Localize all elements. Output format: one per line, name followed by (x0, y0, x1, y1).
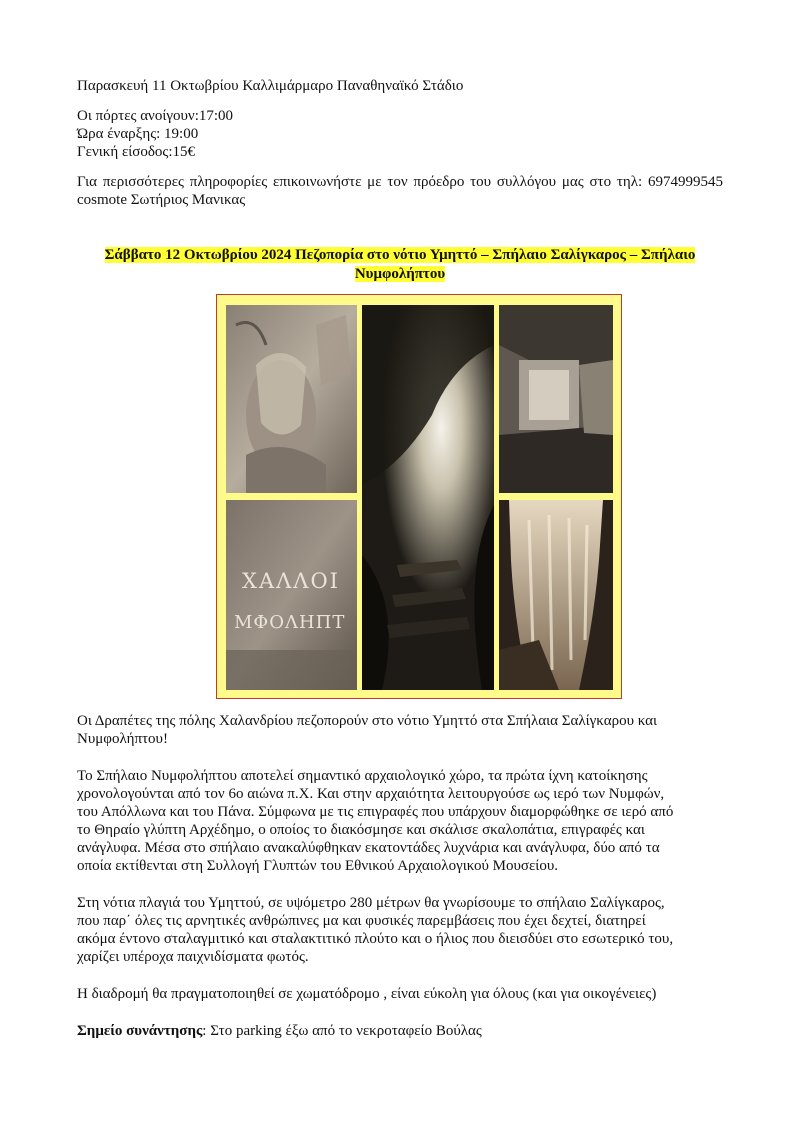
meeting-label: Σημείο συνάντησης (77, 1023, 203, 1039)
start-time: Ώρα έναρξης: 19:00 (77, 126, 199, 142)
paragraph-line: Στη νότια πλαγιά του Υμηττού, σε υψόμετρο 280 μέτρων θα γνωρίσουμε το σπήλαιο Σαλίγκαρος, (77, 895, 665, 911)
paragraph-line: χαρίζει υπέροχα παιχνιδίσματα φωτός. (77, 949, 309, 965)
paragraph-line: ακόμα έντονο σταλαγμιτικό και σταλακτιτικό πλούτο και ο ήλιος που διεισδύει στο εσωτερικό του, (77, 931, 674, 947)
meeting-text: : Στο parking έξω από το νεκροταφείο Βούλας (202, 1023, 482, 1039)
inscription-line1: ΧΑΛΛΟΙ (242, 569, 340, 593)
hike-heading-line1: Σάββατο 12 Οκτωβρίου 2024 Πεζοπορία στο νότιο Υμηττό – Σπήλαιο Σαλίγκαρος – Σπήλαιο (104, 247, 696, 263)
intro-paragraph: Οι Δραπέτες της πόλης Χαλανδρίου πεζοπορούν στο νότιο Υμηττό στα Σπήλαια Σαλίγκαρου και Νυμφολήπτου! (77, 713, 658, 747)
inscription-line2: ΜΦΟΛΗΠΤ (234, 612, 346, 633)
hike-heading-line2: Νυμφολήπτου (354, 266, 446, 282)
entry-price: Γενική είσοδος:15€ (77, 144, 196, 160)
cave-entrance-photo (362, 305, 494, 690)
paragraph-line: του Απόλλωνα και του Πάνα. Σύμφωνα με τις επιγραφές που υπάρχουν διαμορφώθηκε σε ιερό από (77, 804, 674, 820)
paragraph-line: οποία εκτίθενται στη Συλλογή Γλυπτών του Εθνικού Αρχαιολογικού Μουσείου. (77, 858, 559, 874)
hike-heading (77, 246, 723, 284)
paragraph-line: χρονολογούνται από τον 6ο αιώνα π.Χ. Και στην αρχαιότητα λειτουργούσε ως ιερό των Νυμφών, (77, 786, 665, 802)
photo-collage (216, 294, 622, 699)
contact-info: Για περισσότερες πληροφορίες επικοινωνήστε με τον πρόεδρο του συλλόγου μας στο τηλ: 6974999545 cosmote Σωτήριος Μανικας (77, 174, 723, 208)
paragraph-line: το Θηραίο γλύπτη Αρχέδημο, ο οποίος το διακόσμησε και σκάλισε σκαλοπάτια, επιγραφές και (77, 822, 645, 838)
route-paragraph: Η διαδρομή θα πραγματοποιηθεί σε χωματόδρομο , είναι εύκολη για όλους (και για οικογένειες) (77, 986, 657, 1002)
paragraph-line: ανάγλυφα. Μέσα στο σπήλαιο ανακαλύφθηκαν εκατοντάδες λυχνάρια και ανάγλυφα, δύο από τα (77, 840, 660, 856)
paragraph-line: Το Σπήλαιο Νυμφολήπτου αποτελεί σημαντικό αρχαιολογικό χώρο, τα πρώτα ίχνη κατοίκησης (77, 768, 648, 784)
stalactites-photo (499, 500, 613, 690)
inscription-photo (226, 500, 357, 690)
event-title-line: Παρασκευή 11 Οκτωβρίου Καλλιμάρμαρο Παναθηναϊκό Στάδιο (77, 78, 464, 94)
doors-open: Οι πόρτες ανοίγουν:17:00 (77, 108, 234, 124)
relief-carving-photo (226, 305, 357, 493)
paragraph-line: που παρ΄ όλες τις αρνητικές ανθρώπινες μα και φυσικές παρεμβάσεις που έχει δεχτεί, διατηρεί (77, 913, 646, 929)
saligkaros-paragraph (77, 894, 723, 966)
rock-niche-photo (499, 305, 613, 493)
nymfoliptou-paragraph (77, 767, 723, 875)
meeting-point (77, 1022, 723, 1040)
